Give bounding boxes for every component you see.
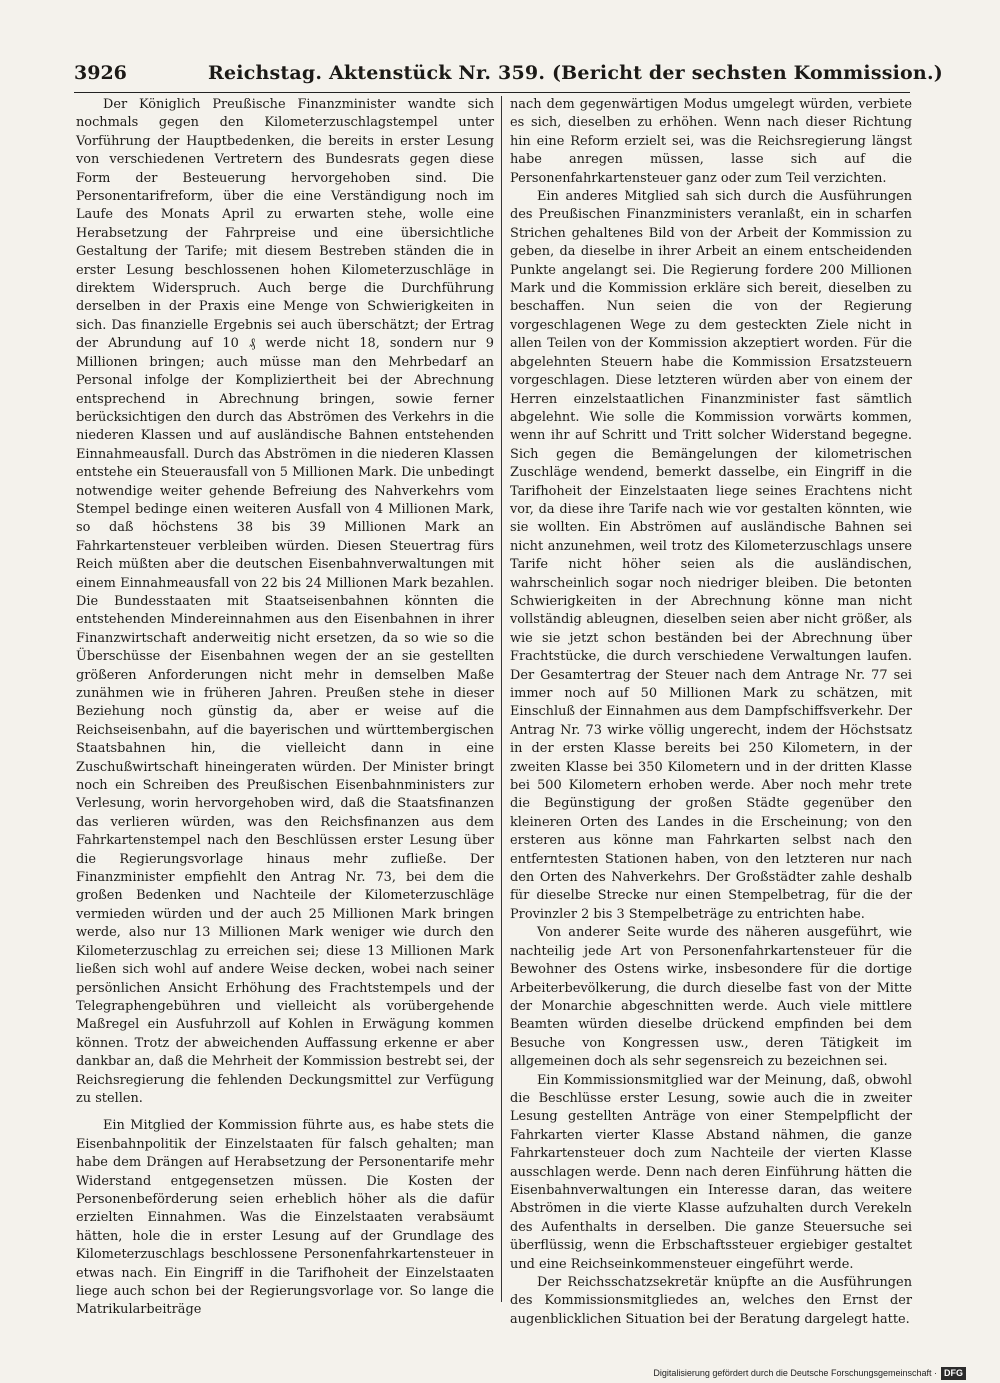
paragraph: Ein Kommissionsmitglied war der Meinung, daß, obwohl die Beschlüsse erster Lesung, sowie auch die in zweiter Lesung gestellten Anträge von einer Stempelpflicht der Fahrkarten vierter Klasse Abstand nähmen, die ganze Fahrkartensteuer doch zum Nachteile der vierten Klasse ausschlagen werde. Denn nach deren Einführung hätten die Eisenbahnverwaltungen ein Interesse daran, das weitere Abströmen in die vierte Klasse aufzuhalten durch Verekeln des Aufenthalts in derselben. Die ganze Steuersuche sei überflüssig, wenn die Erbschaftssteuer ergiebiger gestaltet und eine Reichseinkommensteuer eingeführt werde. [510,1072,912,1272]
paragraph: Der Reichsschatzsekretär knüpfte an die Ausführungen des Kommissionsmitgliedes an, welches den Ernst der augenblicklichen Situation bei der Beratung dargelegt hatte. [510,1275,912,1327]
page-number: 3926 [74,62,127,84]
paragraph: nach dem gegenwärtigen Modus umgelegt würden, verbiete es sich, dieselben zu erhöhen. Wenn nach dieser Richtung hin eine Reform erzielt sei, was die Reichsregierung längst habe anregen müssen, lasse sich auf die Personenfahrkartensteuer ganz oder zum Teil verzichten. [510,97,912,186]
paragraph: Ein Mitglied der Kommission führte aus, es habe stets die Eisenbahnpolitik der Einzelstaaten für falsch gehalten; man habe dem Drängen auf Herabsetzung der Personentarife mehr Widerstand entgegensetzen müssen. Die Kosten der Personenbeförderung seien erheblich höher als die dafür erzielten Einnahmen. Was die Einzelstaaten verabsäumt hätten, hole die in erster Lesung auf der Grundlage des Kilometerzuschlags beschlossene Personenfahrkartensteuer in etwas nach. Ein Eingriff in die Tarifhoheit der Einzelstaaten liege auch schon bei der Regierungsvorlage vor. So lange die Matrikularbeiträge [76,1118,494,1318]
right-column [510,96,912,1327]
column-divider [501,96,502,1302]
page-header [74,62,943,88]
dfg-logo: DFG [941,1367,966,1380]
digitization-credit [653,1366,966,1380]
header-rule [74,92,910,93]
running-title: Reichstag. Aktenstück Nr. 359. (Bericht der sechsten Kommission.) [208,62,943,84]
credit-text: Digitalisierung gefördert durch die Deutsche Forschungsgemeinschaft · [653,1368,937,1378]
left-column [76,96,494,1318]
paragraph: Ein anderes Mitglied sah sich durch die Ausführungen des Preußischen Finanzministers veranlaßt, ein in scharfen Strichen gehaltenes Bild von der Arbeit der Kommission zu geben, da dieselbe in ihrer Arbeit an einem entscheidenden Punkte angelangt sei. Die Regierung fordere 200 Millionen Mark und die Kommission erkläre sich bereit, dieselben zu beschaffen. Nun seien die von der Regierung vorgeschlagenen Wege zu dem gesteckten Ziele nicht in allen Teilen von der Kommission akzeptiert worden. Für die abgelehnten Steuern habe die Kommission Ersatzsteuern vorgeschlagen. Diese letzteren würden aber von einem der Herren einzelstaatlichen Finanzminister fast sämtlich abgelehnt. Wie solle die Kommission vorwärts kommen, wenn ihr auf Schritt und Tritt solcher Widerstand begegne. Sich gegen die Bemängelungen der kilometrischen Zuschläge wendend, bemerkt dasselbe, ein Eingriff in die Tarifhoheit der Einzelstaaten liege seines Erachtens nicht vor, da diese ihre Tarife nach wie vor gestalten könnten, wie sie wollten. Ein Abströmen auf ausländische Bahnen sei nicht anzunehmen, weil trotz des Kilometerzuschlags unsere Tarife nicht höher seien als die ausländischen, wahrscheinlich sogar noch niedriger bleiben. Die betonten Schwierigkeiten in der Abrechnung könne man nicht vollständig ableugnen, dieselben seien aber nicht größer, als wie sie jetzt schon beständen bei der Abrechnung über Frachtstücke, die durch verschiedene Verwaltungen laufen. Der Gesamtertrag der Steuer nach dem Antrage Nr. 77 sei immer noch auf 50 Millionen Mark zu schätzen, mit Einschluß der Einnahmen aus dem Dampfschiffsverkehr. Der Antrag Nr. 73 wirke völlig ungerecht, indem der Höchstsatz in der ersten Klasse bereits bei 250 Kilometern, in der zweiten Klasse bei 350 Kilometern und in der dritten Klasse bei 500 Kilometern erhoben werde. Aber noch mehr trete die Begünstigung der großen Städte gegenüber den kleineren Orten des Landes in die Erscheinung; von den ersteren aus könne man Fahrkarten selbst nach den entferntesten Stationen haben, von den letzteren nur nach den Orten des Nahverkehrs. Der Großstädter zahle deshalb für dieselbe Strecke nur einen Stempelbetrag, für die der Provinzler 2 bis 3 Stempelbeträge zu entrichten habe. [510,189,912,922]
paragraph: Der Königlich Preußische Finanzminister wandte sich nochmals gegen den Kilometerzuschlagstempel unter Vorführung der Hauptbedenken, die bereits in erster Lesung von verschiedenen Vertretern des Bundesrats gegen diese Form der Besteuerung hervorgehoben sind. Die Personentarifreform, über die eine Verständigung noch im Laufe des Monats April zu erwarten stehe, wolle eine Herabsetzung der Fahrpreise und eine übersichtliche Gestaltung der Tarife; mit diesem Bestreben ständen die in erster Lesung beschlossenen hohen Kilometerzuschläge in direktem Widerspruch. Auch berge die Durchführung derselben in der Praxis eine Menge von Schwierigkeiten in sich. Das finanzielle Ergebnis sei auch überschätzt; der Ertrag der Abrundung auf 10 ₰ werde nicht 18, sondern nur 9 Millionen bringen; auch müsse man den Mehrbedarf an Personal infolge der Kompliziertheit bei der Abrechnung entsprechend in Abrechnung bringen, sowie ferner berücksichtigen den durch das Abströmen des Verkehrs in die niederen Klassen und auf ausländische Bahnen entstehenden Einnahmeausfall. Durch das Abströmen in die niederen Klassen entstehe ein Steuerausfall von 5 Millionen Mark. Die unbedingt notwendige weiter gehende Befreiung des Nahverkehrs vom Stempel bedinge einen weiteren Ausfall von 4 Millionen Mark, so daß höchstens 38 bis 39 Millionen Mark an Fahrkartensteuer verbleiben würden. Diesen Steuertrag fürs Reich müßten aber die deutschen Eisenbahnverwaltungen mit einem Einnahmeausfall von 22 bis 24 Millionen Mark bezahlen. Die Bundesstaaten mit Staatseisenbahnen könnten die entstehenden Mindereinnahmen aus den Eisenbahnen in ihrer Finanzwirtschaft anderweitig nicht ersetzen, da so wie so die Überschüsse der Eisenbahnen wegen der an sie gestellten größeren Anforderungen nicht mehr in demselben Maße zunähmen wie in früheren Jahren. Preußen stehe in dieser Beziehung noch günstig da, aber er weise auf die Reichseisenbahn, auf die bayerischen und württembergischen Staatsbahnen hin, die vielleicht dann in eine Zuschußwirtschaft hineingeraten würden. Der Minister bringt noch ein Schreiben des Preußischen Eisenbahnministers zur Verlesung, worin hervorgehoben wird, daß die Staatsfinanzen das verlieren würden, was den Reichsfinanzen aus dem Fahrkartenstempel nach den Beschlüssen erster Lesung über die Regierungsvorlage hinaus mehr zufließe. Der Finanzminister empfiehlt den Antrag Nr. 73, bei dem die großen Bedenken und Nachteile der Kilometerzuschläge vermieden würden und der auch 25 Millionen Mark bringen werde, also nur 13 Millionen Mark weniger wie durch den Kilometerzuschlag zu erreichen sei; diese 13 Millionen Mark ließen sich wohl auf andere Weise decken, wobei nach seiner persönlichen Ansicht Erhöhung des Frachtstempels und der Telegraphengebühren und vielleicht als vorübergehende Maßregel ein Ausfuhrzoll auf Kohlen in Erwägung kommen können. Trotz der abweichenden Auffassung erkenne er aber dankbar an, daß die Mehrheit der Kommission bestrebt sei, der Reichsregierung die fehlenden Deckungsmittel zur Verfügung zu stellen. [76,97,494,1106]
paragraph: Von anderer Seite wurde des näheren ausgeführt, wie nachteilig jede Art von Personenfahrkartensteuer für die Bewohner des Ostens wirke, insbesondere für die dortige Arbeiterbevölkerung, die durch dieselbe fast von der Mitte der Monarchie abgeschnitten werde. Auch viele mittlere Beamten würden dieselbe drückend empfinden bei dem Besuche von Kongressen usw., deren Tätigkeit im allgemeinen doch als sehr segensreich zu bezeichnen sei. [510,925,912,1070]
